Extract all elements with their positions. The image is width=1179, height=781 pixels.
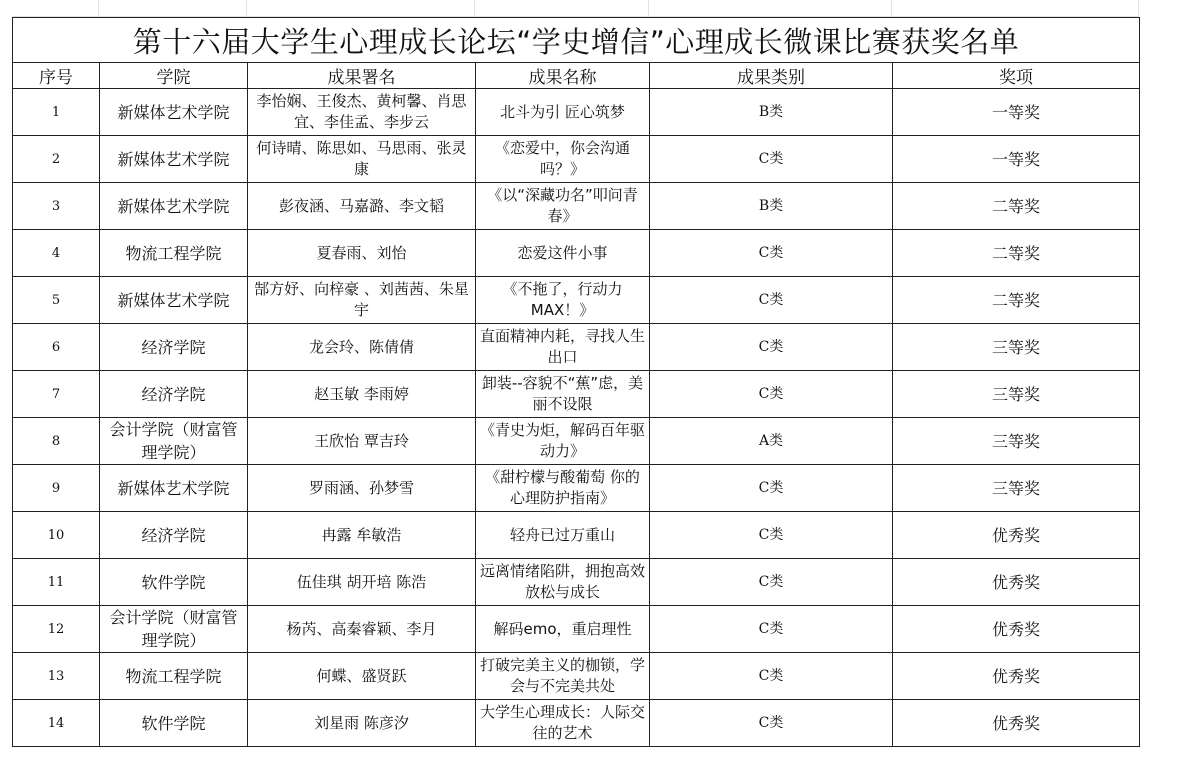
row-authors: 何蝶、盛贤跃 [248, 653, 476, 700]
row-category: C类 [650, 324, 893, 371]
row-number: 4 [13, 230, 100, 277]
header-cell-work: 成果名称 [476, 63, 650, 89]
row-work-title: 《不拖了，行动力MAX！》 [476, 277, 650, 324]
row-category: C类 [650, 277, 893, 324]
row-college: 经济学院 [100, 371, 248, 418]
row-college: 新媒体艺术学院 [100, 183, 248, 230]
row-work-title: 解码emo，重启理性 [476, 606, 650, 653]
header-row [13, 63, 1140, 89]
row-college: 会计学院（财富管理学院） [100, 418, 248, 465]
row-work-title: 北斗为引 匠心筑梦 [476, 89, 650, 136]
row-number: 9 [13, 465, 100, 512]
row-award: 三等奖 [893, 324, 1140, 371]
award-table [12, 17, 1140, 747]
row-college: 经济学院 [100, 324, 248, 371]
row-category: C类 [650, 606, 893, 653]
row-work-title: 《甜柠檬与酸葡萄 你的心理防护指南》 [476, 465, 650, 512]
table-body [13, 89, 1140, 747]
row-category: B类 [650, 89, 893, 136]
table-row [13, 230, 1140, 277]
row-award: 优秀奖 [893, 606, 1140, 653]
table-row [13, 418, 1140, 465]
row-work-title: 《恋爱中，你会沟通吗？》 [476, 136, 650, 183]
row-college: 新媒体艺术学院 [100, 465, 248, 512]
row-category: A类 [650, 418, 893, 465]
header-cell-award: 奖项 [893, 63, 1140, 89]
table-row [13, 700, 1140, 747]
row-authors: 罗雨涵、孙梦雪 [248, 465, 476, 512]
row-college: 经济学院 [100, 512, 248, 559]
row-number: 2 [13, 136, 100, 183]
table-row [13, 559, 1140, 606]
row-category: C类 [650, 230, 893, 277]
row-work-title: 打破完美主义的枷锁，学会与不完美共处 [476, 653, 650, 700]
row-number: 6 [13, 324, 100, 371]
row-work-title: 《青史为炬，解码百年驱动力》 [476, 418, 650, 465]
row-work-title: 《以“深藏功名”叩问青春》 [476, 183, 650, 230]
row-award: 优秀奖 [893, 700, 1140, 747]
row-authors: 龙会玲、陈倩倩 [248, 324, 476, 371]
row-college: 物流工程学院 [100, 230, 248, 277]
row-number: 7 [13, 371, 100, 418]
row-category: C类 [650, 371, 893, 418]
row-work-title: 大学生心理成长：人际交往的艺术 [476, 700, 650, 747]
row-authors: 李怡娴、王俊杰、黄柯馨、肖思宜、李佳孟、李步云 [248, 89, 476, 136]
row-number: 12 [13, 606, 100, 653]
row-college: 软件学院 [100, 559, 248, 606]
row-award: 优秀奖 [893, 559, 1140, 606]
table-row [13, 371, 1140, 418]
row-authors: 伍佳琪 胡开培 陈浩 [248, 559, 476, 606]
row-category: C类 [650, 136, 893, 183]
row-college: 会计学院（财富管理学院） [100, 606, 248, 653]
row-work-title: 直面精神内耗，寻找人生出口 [476, 324, 650, 371]
table-row [13, 277, 1140, 324]
row-college: 新媒体艺术学院 [100, 277, 248, 324]
header-cell-authors: 成果署名 [248, 63, 476, 89]
row-award: 二等奖 [893, 183, 1140, 230]
row-college: 新媒体艺术学院 [100, 136, 248, 183]
row-category: C类 [650, 700, 893, 747]
row-number: 10 [13, 512, 100, 559]
row-award: 二等奖 [893, 230, 1140, 277]
row-authors: 刘星雨 陈彦汐 [248, 700, 476, 747]
spreadsheet [12, 0, 1139, 747]
previous-row-strip [12, 0, 1139, 17]
row-number: 8 [13, 418, 100, 465]
row-number: 14 [13, 700, 100, 747]
row-college: 软件学院 [100, 700, 248, 747]
row-number: 1 [13, 89, 100, 136]
table-row [13, 606, 1140, 653]
row-college: 新媒体艺术学院 [100, 89, 248, 136]
row-category: C类 [650, 465, 893, 512]
row-authors: 杨芮、高秦睿颖、李月 [248, 606, 476, 653]
row-award: 一等奖 [893, 89, 1140, 136]
row-award: 三等奖 [893, 418, 1140, 465]
row-award: 三等奖 [893, 371, 1140, 418]
row-number: 11 [13, 559, 100, 606]
row-category: B类 [650, 183, 893, 230]
table-row [13, 324, 1140, 371]
row-authors: 彭夜涵、马嘉潞、李文韬 [248, 183, 476, 230]
header-cell-type: 成果类别 [650, 63, 893, 89]
table-row [13, 136, 1140, 183]
row-award: 一等奖 [893, 136, 1140, 183]
row-number: 5 [13, 277, 100, 324]
row-number: 13 [13, 653, 100, 700]
row-award: 二等奖 [893, 277, 1140, 324]
table-row [13, 653, 1140, 700]
row-authors: 郜方妤、向梓豪 、刘茜茜、朱星宇 [248, 277, 476, 324]
row-award: 三等奖 [893, 465, 1140, 512]
row-category: C类 [650, 653, 893, 700]
row-authors: 何诗晴、陈思如、马思雨、张灵康 [248, 136, 476, 183]
table-row [13, 89, 1140, 136]
table-row [13, 512, 1140, 559]
header-cell-college: 学院 [100, 63, 248, 89]
page-title: 第十六届大学生心理成长论坛“学史增信”心理成长微课比赛获奖名单 [13, 18, 1140, 63]
row-work-title: 卸装--容貌不“蕉”虑，美丽不设限 [476, 371, 650, 418]
row-award: 优秀奖 [893, 653, 1140, 700]
row-work-title: 远离情绪陷阱，拥抱高效放松与成长 [476, 559, 650, 606]
table-row [13, 183, 1140, 230]
row-work-title: 恋爱这件小事 [476, 230, 650, 277]
header-cell-number: 序号 [13, 63, 100, 89]
row-award: 优秀奖 [893, 512, 1140, 559]
row-category: C类 [650, 559, 893, 606]
row-number: 3 [13, 183, 100, 230]
row-work-title: 轻舟已过万重山 [476, 512, 650, 559]
row-authors: 赵玉敏 李雨婷 [248, 371, 476, 418]
row-authors: 夏春雨、刘怡 [248, 230, 476, 277]
row-category: C类 [650, 512, 893, 559]
row-college: 物流工程学院 [100, 653, 248, 700]
row-authors: 冉露 牟敏浩 [248, 512, 476, 559]
row-authors: 王欣怡 覃吉玲 [248, 418, 476, 465]
table-row [13, 465, 1140, 512]
